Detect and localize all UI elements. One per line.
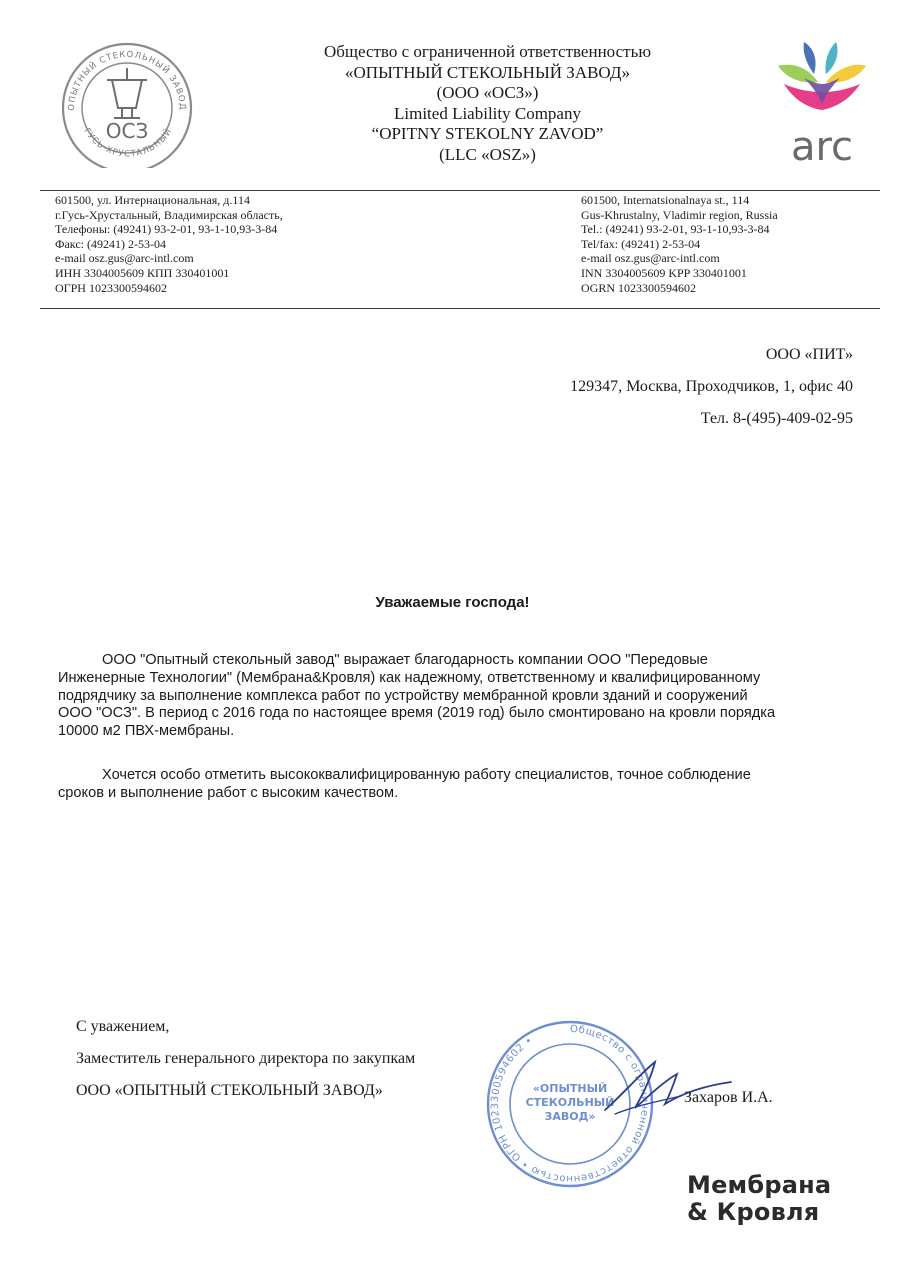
address-line: 601500, ул. Интернациональная, д.114 <box>55 193 250 207</box>
stamp-center-line: «ОПЫТНЫЙ <box>532 1082 608 1095</box>
seal-ring-bottom-text: ГУСЬ-ХРУСТАЛЬНЫЙ <box>81 126 175 160</box>
recipient-phone: Тел. 8-(495)-409-02-95 <box>700 410 853 427</box>
letter-paragraph-2 <box>58 767 858 803</box>
address-block-en <box>581 193 778 295</box>
handwritten-signature <box>585 1052 735 1122</box>
seal-center-text: ОСЗ <box>105 119 149 143</box>
paragraph-line: ООО "ОСЗ". В период с 2016 года по настоящее время (2019 год) было смонтировано на кровли порядка <box>58 705 776 722</box>
title-line: (LLC «OSZ») <box>439 144 536 164</box>
company-title-block <box>250 42 725 165</box>
seal-ring-top-text: ОПЫТНЫЙ СТЕКОЛЬНЫЙ ЗАВОД <box>66 49 188 111</box>
recipient-address: 129347, Москва, Проходчиков, 1, офис 40 <box>570 378 853 395</box>
address-line: e-mail osz.gus@arc-intl.com <box>55 251 194 266</box>
address-line: Факс: (49241) 2-53-04 <box>55 236 166 251</box>
address-line: Gus-Khrustalny, Vladimir region, Russia <box>581 207 778 222</box>
address-line: OGRN 1023300594602 <box>581 280 697 295</box>
salutation: Уважаемые господа! <box>375 594 530 611</box>
address-line: e-mail osz.gus@arc-intl.com <box>581 251 720 266</box>
stamp-center-line: ЗАВОД» <box>544 1110 596 1123</box>
arc-logo-text: arc <box>790 124 854 168</box>
address-line: 601500, Internatsionalnaya st., 114 <box>581 193 750 207</box>
address-line: Tel/fax: (49241) 2-53-04 <box>581 236 701 251</box>
paragraph-line: Хочется особо отметить высококвалифицированную работу специалистов, точное соблюдение <box>102 767 751 783</box>
title-line: (ООО «ОСЗ») <box>436 83 539 102</box>
title-line: Limited Liability Company <box>394 103 581 123</box>
signer-position: Заместитель генерального директора по закупкам <box>76 1050 416 1067</box>
paragraph-line: ООО "Опытный стекольный завод" выражает благодарность компании ООО "Передовые <box>102 652 708 668</box>
logo-line: & Кровля <box>687 1198 820 1226</box>
recipient-company: ООО «ПИТ» <box>765 346 853 363</box>
header-divider-bottom <box>40 308 880 309</box>
osz-seal-logo <box>52 38 202 168</box>
title-line: Общество с ограниченной ответственностью <box>323 42 652 61</box>
address-line: Телефоны: (49241) 93-2-01, 93-1-10,93-3-84 <box>55 222 278 237</box>
arc-brand-logo <box>774 38 870 168</box>
recipient-block <box>570 346 853 442</box>
paragraph-line: Инженерные Технологии" (Мембрана&Кровля) как надежному, ответственному и квалифицированному <box>58 669 761 686</box>
title-line: «ОПЫТНЫЙ СТЕКОЛЬНЫЙ ЗАВОД» <box>345 62 630 82</box>
logo-line: Мембрана <box>687 1171 832 1199</box>
signer-name: Захаров И.А. <box>684 1089 773 1106</box>
address-block-ru <box>55 193 283 295</box>
address-line: ОГРН 1023300594602 <box>55 280 167 295</box>
paragraph-line: подрядчику за выполнение комплекса работ по устройству мембранной кровли зданий и сооружений <box>58 687 748 704</box>
letter-paragraph-1 <box>58 652 858 741</box>
stamp-center-line: СТЕКОЛЬНЫЙ <box>525 1096 615 1109</box>
signer-company: ООО «ОПЫТНЫЙ СТЕКОЛЬНЫЙ ЗАВОД» <box>76 1082 383 1099</box>
address-line: ИНН 3304005609 КПП 330401001 <box>55 265 230 280</box>
glass-icon <box>107 68 147 118</box>
paragraph-line: 10000 м2 ПВХ-мембраны. <box>58 723 235 740</box>
header-divider-top <box>40 190 880 191</box>
paragraph-line: сроков и выполнение работ с высоким качеством. <box>58 784 399 801</box>
membrana-krovlya-logo <box>687 1172 831 1226</box>
address-line: г.Гусь-Хрустальный, Владимирская область, <box>55 207 283 222</box>
title-line: “OPITNY STEKOLNY ZAVOD” <box>371 124 604 143</box>
address-line: INN 3304005609 KPP 330401001 <box>581 265 747 280</box>
closing-phrase: С уважением, <box>76 1018 170 1035</box>
address-line: Tel.: (49241) 93-2-01, 93-1-10,93-3-84 <box>581 222 770 237</box>
stamp-ring-text: Общество с ограниченной ответственностью • ОГРН 1023300594602 • <box>489 1023 651 1185</box>
